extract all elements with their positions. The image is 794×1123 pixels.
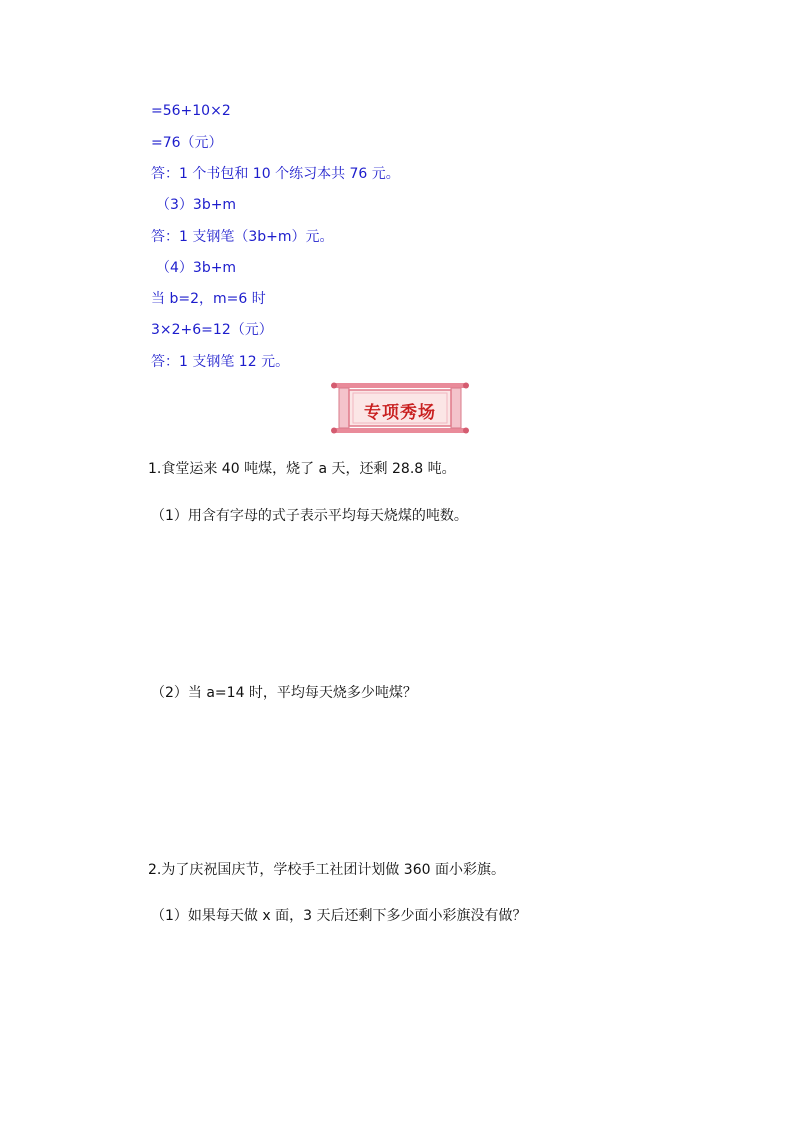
answer-line-9: 答：1 支钢笔 12 元。 [151, 354, 290, 370]
section-banner [329, 380, 471, 436]
answer-line-4: （3）3b+m [156, 197, 237, 213]
question-1: 1.食堂运来 40 吨煤，烧了 a 天，还剩 28.8 吨。 [148, 461, 456, 477]
question-1-part-2: （2）当 a=14 时，平均每天烧多少吨煤？ [151, 685, 417, 701]
answer-line-7: 当 b=2，m=6 时 [151, 291, 266, 307]
answer-line-2: =76（元） [151, 135, 223, 151]
answer-line-5: 答：1 支钢笔（3b+m）元。 [151, 229, 334, 245]
answer-line-1: =56+10×2 [151, 103, 231, 119]
question-2: 2.为了庆祝国庆节，学校手工社团计划做 360 面小彩旗。 [148, 862, 505, 878]
question-2-part-1: （1）如果每天做 x 面，3 天后还剩下多少面小彩旗没有做？ [151, 908, 527, 924]
answer-line-6: （4）3b+m [156, 260, 237, 276]
answer-line-8: 3×2+6=12（元） [151, 322, 273, 338]
section-title: 专项秀场 [364, 403, 436, 423]
question-1-part-1: （1）用含有字母的式子表示平均每天烧煤的吨数。 [151, 508, 468, 524]
answer-line-3: 答：1 个书包和 10 个练习本共 76 元。 [151, 166, 400, 182]
